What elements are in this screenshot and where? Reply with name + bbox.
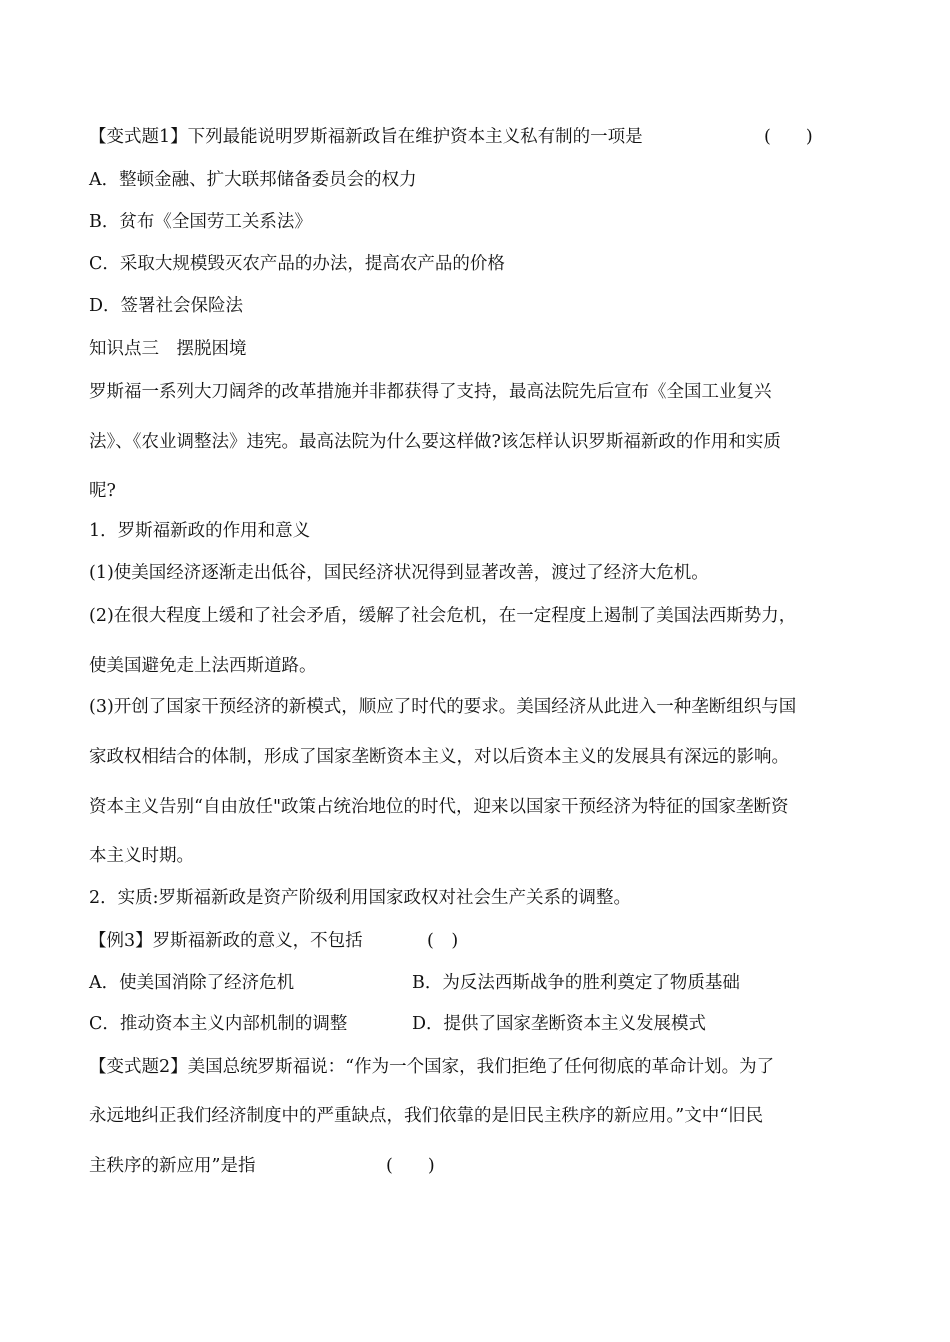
variant1-option-d: D．签署社会保险法 — [89, 296, 244, 316]
section3-intro-line: 呢? — [89, 481, 116, 501]
section3-heading: 知识点三 摆脱困境 — [89, 339, 247, 359]
variant1-option-b: B．贫布《全国劳工关系法》 — [89, 212, 312, 232]
variant1-answer-paren: ( ) — [764, 127, 813, 147]
point1-item: 本主义时期。 — [89, 846, 194, 866]
example3-option-c: C．推动资本主义内部机制的调整 — [89, 1014, 348, 1034]
point1-item: 资本主义告别“自由放任"政策占统治地位的时代，迎来以国家干预经济为特征的国家垄断资 — [89, 797, 789, 817]
variant1-option-c: C．采取大规模毁灭农产品的办法，提高农产品的价格 — [89, 254, 505, 274]
section3-intro-line: 罗斯福一系列大刀阔斧的改革措施并非都获得了支持，最高法院先后宣布《全国工业复兴 — [89, 382, 772, 402]
example3-stem: 【例3】罗斯福新政的意义，不包括 — [89, 931, 363, 951]
variant2-stem-line: 永远地纠正我们经济制度中的严重缺点，我们依靠的是旧民主秩序的新应用。”文中“旧民 — [89, 1106, 764, 1126]
variant2-stem-line: 【变式题2】美国总统罗斯福说：“作为一个国家，我们拒绝了任何彻底的革命计划。为了 — [89, 1057, 775, 1077]
point1-title: 1．罗斯福新政的作用和意义 — [89, 521, 311, 541]
point1-item: 家政权相结合的体制，形成了国家垄断资本主义，对以后资本主义的发展具有深远的影响。 — [89, 747, 789, 767]
point1-item: 使美国避免走上法西斯道路。 — [89, 656, 317, 676]
example3-option-d: D．提供了国家垄断资本主义发展模式 — [412, 1014, 707, 1034]
point1-item: (3)开创了国家干预经济的新模式，顺应了时代的要求。美国经济从此进入一种垄断组织与国 — [89, 697, 797, 717]
example3-answer-paren: ( ) — [427, 931, 459, 951]
point1-item: (2)在很大程度上缓和了社会矛盾，缓解了社会危机，在一定程度上遏制了美国法西斯势力， — [89, 606, 797, 626]
variant2-answer-paren: ( ) — [386, 1156, 435, 1176]
example3-option-a: A．使美国消除了经济危机 — [89, 973, 295, 993]
example3-option-b: B．为反法西斯战争的胜利奠定了物质基础 — [412, 973, 740, 993]
point2-text: 2．实质:罗斯福新政是资产阶级利用国家政权对社会生产关系的调整。 — [89, 888, 632, 908]
section3-intro-line: 法》、《农业调整法》违宪。最高法院为什么要这样做?该怎样认识罗斯福新政的作用和实质 — [89, 432, 781, 452]
variant2-stem-line: 主秩序的新应用”是指 — [89, 1156, 256, 1176]
variant1-option-a: A．整顿金融、扩大联邦储备委员会的权力 — [89, 170, 417, 190]
point1-item: (1)使美国经济逐渐走出低谷，国民经济状况得到显著改善，渡过了经济大危机。 — [89, 563, 709, 583]
variant1-stem: 【变式题1】下列最能说明罗斯福新政旨在维护资本主义私有制的一项是 — [89, 127, 643, 147]
